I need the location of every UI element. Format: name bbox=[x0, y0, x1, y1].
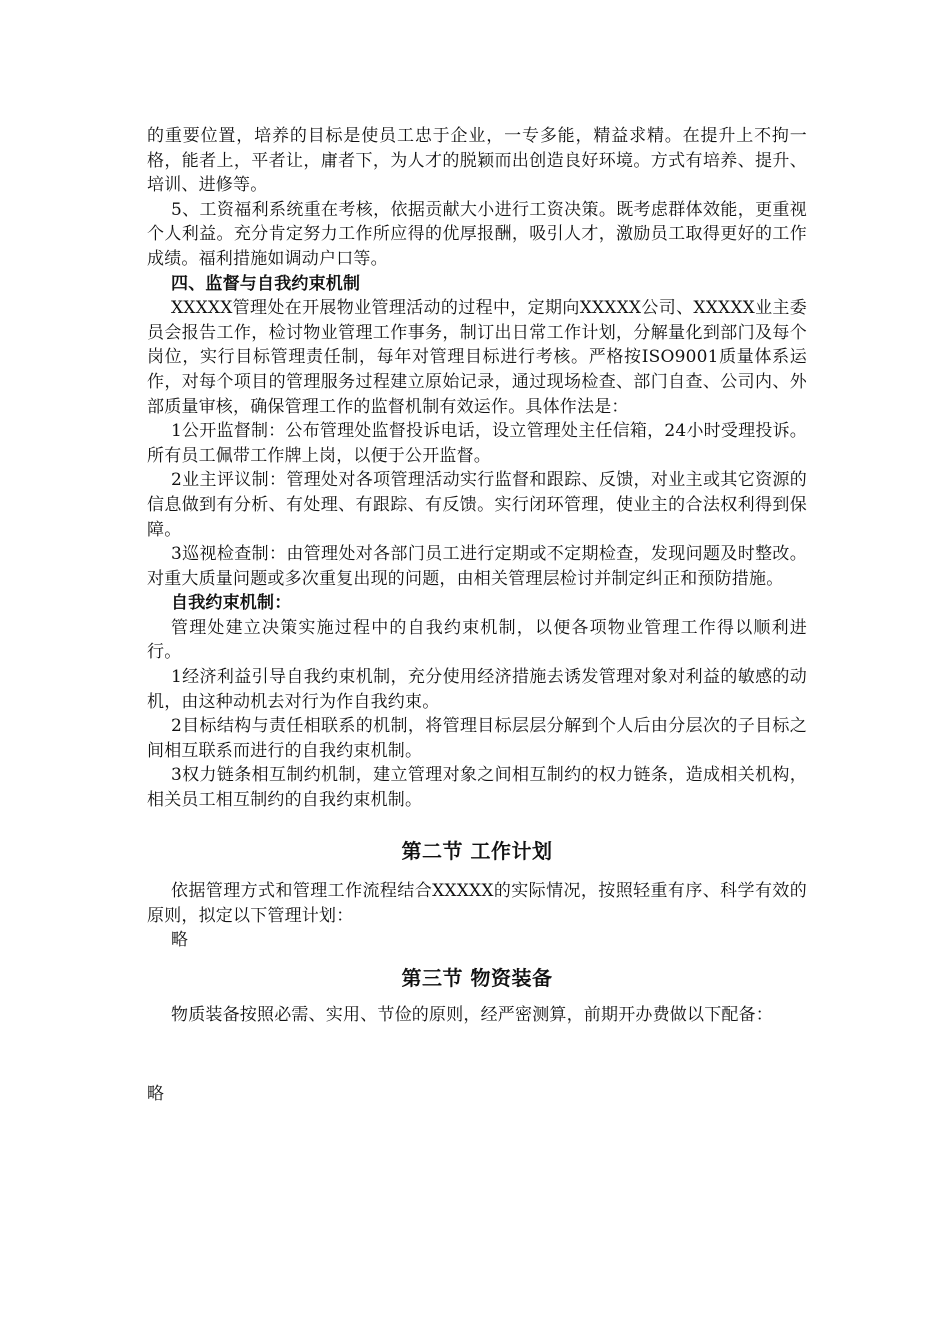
paragraph-owner-evaluation: 2业主评议制：管理处对各项管理活动实行监督和跟踪、反馈，对业主或其它资源的信息做到有分析、有处理、有跟踪、有反馈。实行闭环管理，使业主的合法权利得到保障。 bbox=[147, 470, 807, 540]
paragraph-talent-development: 的重要位置，培养的目标是使员工忠于企业，一专多能，精益求精。在提升上不拘一格，能者上，平者让，庸者下，为人才的脱颖而出创造良好环境。方式有培养、提升、培训、进修等。 bbox=[147, 126, 807, 196]
document-body bbox=[147, 124, 807, 1107]
equipment-omitted-text: 略 bbox=[147, 1084, 165, 1105]
paragraph-economic-constraint: 1经济利益引导自我约束机制，充分使用经济措施去诱发管理对象对利益的敏感的动机，由这种动机去对行为作自我约束。 bbox=[147, 667, 807, 712]
paragraph-work-plan: 依据管理方式和管理工作流程结合XXXXX的实际情况，按照轻重有序、科学有效的原则，拟定以下管理计划： bbox=[147, 881, 807, 926]
paragraph-equipment: 物质装备按照必需、实用、节俭的原则，经严密测算，前期开办费做以下配备： bbox=[171, 1004, 773, 1025]
paragraph-self-constraint-overview: 管理处建立决策实施过程中的自我约束机制，以便各项物业管理工作得以顺利进行。 bbox=[147, 617, 807, 663]
paragraph-power-chain: 3权力链条相互制约机制，建立管理对象之间相互制约的权力链条，造成相关机构，相关员工相互制约的自我约束机制。 bbox=[147, 765, 807, 811]
paragraph-patrol-inspection: 3巡视检查制：由管理处对各部门员工进行定期或不定期检查，发现问题及时整改。对重大质量问题或多次重复出现的问题，由相关管理层检讨并制定纠正和预防措施。 bbox=[147, 544, 807, 589]
heading-self-constraint: 自我约束机制： bbox=[171, 593, 292, 614]
section-title-work-plan: 第二节 工作计划 bbox=[401, 838, 553, 863]
section-title-equipment: 第三节 物资装备 bbox=[401, 966, 553, 990]
paragraph-salary-welfare: 5、工资福利系统重在考核，依据贡献大小进行工资决策。既考虑群体效能，更重视个人利益。充分肯定努力工作所应得的优厚报酬，吸引人才，激励员工取得更好的工作成绩。福利措施如调动户口等。 bbox=[147, 199, 807, 269]
paragraph-public-supervision: 1公开监督制：公布管理处监督投诉电话，设立管理处主任信箱，24小时受理投诉。所有员工佩带工作牌上岗，以便于公开监督。 bbox=[147, 421, 807, 466]
work-plan-omitted-text: 略 bbox=[171, 930, 189, 951]
paragraph-target-responsibility: 2目标结构与责任相联系的机制，将管理目标层层分解到个人后由分层次的子目标之间相互联系而进行的自我约束机制。 bbox=[147, 716, 807, 761]
paragraph-supervision-overview: XXXXX管理处在开展物业管理活动的过程中，定期向XXXXX公司、XXXXX业主委员会报告工作，检讨物业管理工作事务，制订出日常工作计划，分解量化到部门及每个岗位，实行目标管理责任制，每年对管理目标进行考核。严格按ISO9001质量体系运作，对每个项目的管理服务过程建立原始记录，通过现场检查、部门自查、公司内、外部质量审核，确保管理工作的监督机制有效运作。具体作法是： bbox=[147, 298, 807, 417]
heading-supervision-mechanism: 四、监督与自我约束机制 bbox=[171, 273, 361, 294]
